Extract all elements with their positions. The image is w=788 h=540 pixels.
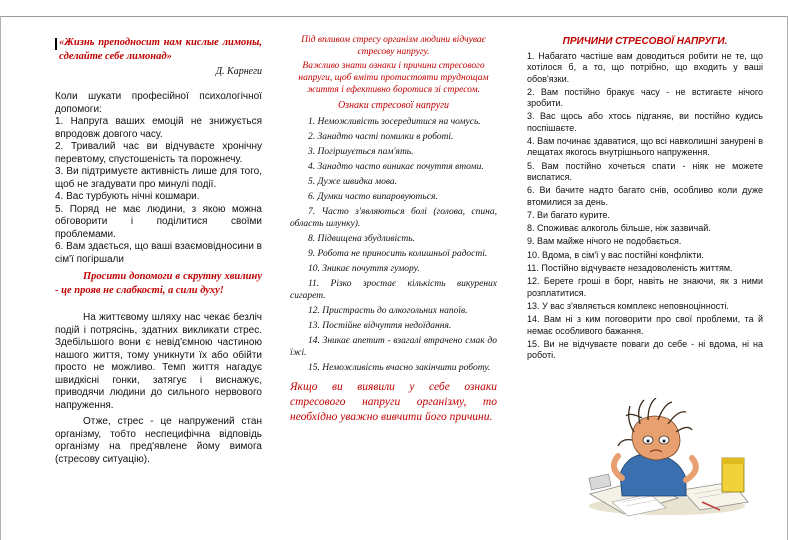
cause-item: 4. Вам починає здаватися, що всі навколишні занурені в лещатах якогось внутрішнього напруження. [527, 136, 763, 158]
cause-item: 13. У вас з'являється комплекс неповноцінності. [527, 300, 729, 311]
signs-heading: Ознаки стресової напруги [337, 100, 450, 111]
sign-item: 15. Неможливість вчасно закінчити роботу. [308, 363, 491, 373]
cause-item: 9. Вам майже нічого не подобається. [527, 236, 682, 247]
help-item: 6. Вам здається, що ваші взаємовідносини в сім'ї погіршали [55, 241, 262, 265]
sign-item: 2. Занадто часті помилки в роботі. [308, 132, 454, 142]
cause-item: 2. Вам постійно бракує часу - не встигаєте нічого зробити. [527, 86, 763, 109]
cause-item: 5. Вам постійно хочеться спати - ніяк не можете виспатися. [527, 160, 763, 182]
causes-title: ПРИЧИНИ СТРЕСОВОЇ НАПРУГИ. [562, 36, 728, 47]
sign-item: 10. Зникає почуття гумору. [308, 264, 420, 274]
stressed-student-illustration [582, 398, 752, 518]
help-item: 1. Напруга ваших емоцій не знижується впродовж довгого часу. [55, 116, 262, 140]
sign-item: 7. Часто з'являються болі (голова, спина, область шлунку). [290, 207, 497, 229]
sign-item: 14. Зникає апетит - взагалі втрачено смак до їжі. [290, 336, 497, 358]
help-section [55, 91, 262, 266]
causes-list [527, 51, 763, 361]
sign-item: 11. Різко зростає кількість викурених сигарет. [290, 279, 497, 301]
cause-item: 8. Споживає алкоголь більше, ніж зазвичай. [527, 223, 711, 234]
cause-item: 1. Набагато частіше вам доводиться робити не те, що хотілося б, а то, що потрібно, що входить у ваші обов'язки. [527, 51, 763, 84]
cause-item: 11. Постійно відчуваєте незадоволеність життям. [527, 263, 733, 274]
column-left [55, 28, 262, 466]
column-right [527, 28, 763, 363]
sign-item: 4. Занадто часто виникає почуття втоми. [308, 162, 484, 172]
sign-item: 1. Неможливість зосередитися на чомусь. [308, 117, 481, 127]
signs-conclusion: Якщо ви виявили у себе ознаки стресового напруги організму, то необхідно уважно вивчити його причини. [290, 381, 497, 423]
help-item: 4. Вас турбують нічні кошмари. [55, 191, 200, 202]
cause-item: 7. Ви багато курите. [527, 209, 610, 220]
help-call: Просити допомоги в скрутну хвилину - це прояв не слабкості, а сили духу! [55, 271, 262, 296]
sign-item: 3. Погіршується пам'ять. [308, 147, 414, 157]
cause-item: 15. Ви не відчуваєте поваги до себе - ні вдома, ні на роботі. [527, 338, 763, 361]
sign-item: 6. Думки часто випаровуються. [308, 192, 438, 202]
epigraph-quote: «Жизнь преподносит нам кислые лимоны, сделайте себе лимонад» [59, 37, 262, 62]
page-left-edge [0, 16, 1, 540]
window-top-border [0, 0, 788, 17]
sign-item: 5. Дуже швидка мова. [308, 177, 398, 187]
help-item: 5. Поряд не має людини, з якою можна обговорити і поділитися своїми проблемами. [55, 203, 262, 240]
intro-text: Важливо знати ознаки і причини стресового напруги, щоб вміти протистояти труднощам життя і ефективно боротися зі стресом. [298, 61, 489, 95]
sign-item: 8. Підвищена збудливість. [308, 234, 415, 244]
sign-item: 9. Робота не приносить колишньої радості. [308, 249, 488, 259]
sign-item: 13. Постійне відчуття недоїдання. [308, 321, 452, 331]
stress-definition: Отже, стрес - це напружений стан організму, тобто неспецифічна відповідь організму на пред'явлене йому вимога (стресову ситуацію). [55, 416, 262, 465]
help-item: 2. Тривалий час ви відчуваєте хронічну перевтому, спустошеність та порожнечу. [55, 141, 262, 165]
sign-item: 12. Пристрасть до алкогольних напоїв. [308, 306, 468, 316]
cause-item: 12. Берете гроші в борг, навіть не знаючи, як з ними розплатитися. [527, 276, 763, 298]
column-middle [290, 28, 497, 437]
cause-item: 14. Вам ні з ким поговорити про свої проблеми, та й немає особливого бажання. [527, 314, 763, 336]
cause-item: 3. Вас щось або хтось підганяє, ви постійно кудись поспішаєте. [527, 111, 763, 133]
intro-text: Під впливом стресу організм людини відчуває стресову напругу. [301, 35, 486, 57]
help-item: 3. Ви підтримуєте активність лише для того, щоб не згадувати про минулі події. [55, 166, 262, 190]
epigraph-author: Д. Карнеги [215, 66, 262, 77]
help-intro: Коли шукати професійної психологічної допомоги: [55, 91, 262, 115]
cause-item: 6. Ви бачите надто багато снів, особливо коли дуже втомилися за день. [527, 185, 763, 207]
cause-item: 10. Вдома, в сім'ї у вас постійні конфлікти. [527, 249, 704, 260]
stress-paragraph: На життєвому шляху нас чекає безліч подій і потрясінь, здатних викликати стрес. Здебільшого вони є невід'ємною частиною нашого життя, тому уникнути їх або обійти просто не можливо. Темп життя нагадує швидкісні гонки, затягує і виснажує, приводячи людини до сильного нервового напруження. [55, 312, 262, 411]
